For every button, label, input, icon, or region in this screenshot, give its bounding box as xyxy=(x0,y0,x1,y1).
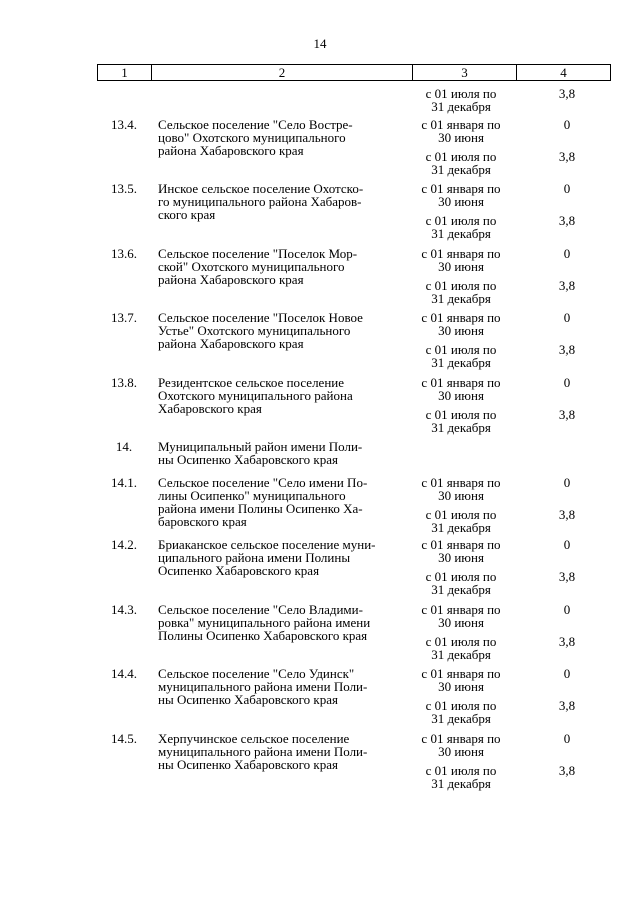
row-number: 14.2. xyxy=(111,537,137,552)
period-row xyxy=(411,667,611,699)
table-row xyxy=(0,118,640,182)
period-row xyxy=(411,214,611,246)
period-row xyxy=(411,508,611,540)
table-row xyxy=(0,182,640,246)
period-row xyxy=(411,732,611,764)
period-row xyxy=(411,538,611,570)
settlement-name: Инское сельское поселение Охотско- го муниципального района Хабаров- ского края xyxy=(158,181,364,222)
period-row xyxy=(411,476,611,508)
column-header-cell: 4 xyxy=(517,65,611,81)
period-text: с 01 июля по 31 декабря xyxy=(425,149,497,177)
rate-value: 0 xyxy=(563,310,571,325)
rate-value: 3,8 xyxy=(558,569,576,584)
rate-value: 3,8 xyxy=(558,149,576,164)
rate-value: 0 xyxy=(563,537,571,552)
rate-value: 3,8 xyxy=(558,634,576,649)
column-header-cell: 2 xyxy=(152,65,413,81)
rate-value: 0 xyxy=(563,375,571,390)
table-row xyxy=(0,311,640,375)
period-row xyxy=(411,182,611,214)
period-row xyxy=(411,87,611,119)
rate-value: 0 xyxy=(563,475,571,490)
settlement-name: Сельское поселение "Поселок Новое Устье" Охотского муниципального района Хабаровского края xyxy=(158,310,363,351)
row-number: 14.5. xyxy=(111,731,137,746)
settlement-name: Сельское поселение "Село Владими- ровка" муниципального района имени Полины Осипенко Хабаровского края xyxy=(158,602,371,643)
period-row xyxy=(411,699,611,731)
rate-value: 3,8 xyxy=(558,86,576,101)
period-row xyxy=(411,408,611,440)
row-number: 13.7. xyxy=(111,310,137,325)
period-text: с 01 января по 30 июня xyxy=(421,117,501,145)
period-row xyxy=(411,247,611,279)
table-row xyxy=(0,476,640,540)
row-number: 14.1. xyxy=(111,475,137,490)
period-row xyxy=(411,343,611,375)
table-row xyxy=(0,87,640,119)
period-group xyxy=(411,732,611,796)
row-number: 13.8. xyxy=(111,375,137,390)
settlement-name: Сельское поселение "Поселок Мор- ской" Охотского муниципального района Хабаровского края xyxy=(158,246,358,287)
period-group xyxy=(411,376,611,440)
row-number: 13.4. xyxy=(111,117,137,132)
table-row xyxy=(0,603,640,667)
period-group xyxy=(411,311,611,375)
settlement-name: Сельское поселение "Село Востре- цово" Охотского муниципального района Хабаровского края xyxy=(158,117,353,158)
period-group xyxy=(411,538,611,602)
period-row xyxy=(411,570,611,602)
period-row xyxy=(411,311,611,343)
period-row xyxy=(411,603,611,635)
table-row xyxy=(0,247,640,311)
period-row xyxy=(411,764,611,796)
period-text: с 01 июля по 31 декабря xyxy=(425,507,497,535)
period-text: с 01 января по 30 июня xyxy=(421,666,501,694)
period-text: с 01 января по 30 июня xyxy=(421,475,501,503)
settlement-name: Херпучинское сельское поселение муниципального района имени Поли- ны Осипенко Хабаровского края xyxy=(158,731,368,772)
period-text: с 01 июля по 31 декабря xyxy=(425,763,497,791)
period-row xyxy=(411,376,611,408)
rate-value: 3,8 xyxy=(558,698,576,713)
rate-value: 3,8 xyxy=(558,278,576,293)
column-header-cell: 3 xyxy=(413,65,517,81)
settlement-name: Сельское поселение "Село имени По- лины Осипенко" муниципального района имени Полины Осипенко Ха- баровского края xyxy=(158,475,368,529)
rate-value: 3,8 xyxy=(558,763,576,778)
rate-value: 0 xyxy=(563,246,571,261)
period-group xyxy=(411,118,611,182)
settlement-name: Муниципальный район имени Поли- ны Осипенко Хабаровского края xyxy=(158,439,363,467)
rate-value: 0 xyxy=(563,181,571,196)
column-header-cell: 1 xyxy=(98,65,152,81)
period-group xyxy=(411,603,611,667)
row-number: 13.5. xyxy=(111,181,137,196)
table-row xyxy=(0,538,640,602)
period-text: с 01 января по 30 июня xyxy=(421,181,501,209)
column-header-row xyxy=(98,65,611,81)
table-row xyxy=(0,440,640,476)
period-text: с 01 июля по 31 декабря xyxy=(425,634,497,662)
row-number: 14.4. xyxy=(111,666,137,681)
period-row xyxy=(411,150,611,182)
rate-value: 3,8 xyxy=(558,407,576,422)
table-row xyxy=(0,376,640,440)
row-number: 14. xyxy=(115,439,133,454)
period-text: с 01 января по 30 июня xyxy=(421,537,501,565)
table-row xyxy=(0,732,640,796)
period-text: с 01 января по 30 июня xyxy=(421,375,501,403)
settlement-name: Сельское поселение "Село Удинск" муниципального района имени Поли- ны Осипенко Хабаровского края xyxy=(158,666,368,707)
rate-value: 0 xyxy=(563,731,571,746)
period-text: с 01 июля по 31 декабря xyxy=(425,213,497,241)
period-group xyxy=(411,182,611,246)
rate-value: 3,8 xyxy=(558,342,576,357)
period-text: с 01 января по 30 июня xyxy=(421,731,501,759)
page-number: 14 xyxy=(313,36,327,51)
rate-value: 0 xyxy=(563,117,571,132)
period-row xyxy=(411,118,611,150)
rate-value: 3,8 xyxy=(558,213,576,228)
row-number: 13.6. xyxy=(111,246,137,261)
period-text: с 01 июля по 31 декабря xyxy=(425,342,497,370)
period-text: с 01 июля по 31 декабря xyxy=(425,407,497,435)
rate-value: 3,8 xyxy=(558,507,576,522)
settlement-name: Резидентское сельское поселение Охотского муниципального района Хабаровского края xyxy=(158,375,353,416)
period-group xyxy=(411,667,611,731)
period-group xyxy=(411,247,611,311)
column-header-table xyxy=(97,64,611,81)
period-text: с 01 июля по 31 декабря xyxy=(425,698,497,726)
row-number: 14.3. xyxy=(111,602,137,617)
period-row xyxy=(411,279,611,311)
period-text: с 01 июля по 31 декабря xyxy=(425,86,497,114)
period-row xyxy=(411,635,611,667)
settlement-name: Бриаканское сельское поселение муни- ципального района имени Полины Осипенко Хабаровского края xyxy=(158,537,376,578)
period-text: с 01 июля по 31 декабря xyxy=(425,569,497,597)
rate-value: 0 xyxy=(563,666,571,681)
period-group xyxy=(411,476,611,540)
rate-value: 0 xyxy=(563,602,571,617)
period-text: с 01 июля по 31 декабря xyxy=(425,278,497,306)
period-text: с 01 января по 30 июня xyxy=(421,310,501,338)
table-row xyxy=(0,667,640,731)
period-text: с 01 января по 30 июня xyxy=(421,602,501,630)
period-group xyxy=(411,87,611,119)
period-text: с 01 января по 30 июня xyxy=(421,246,501,274)
